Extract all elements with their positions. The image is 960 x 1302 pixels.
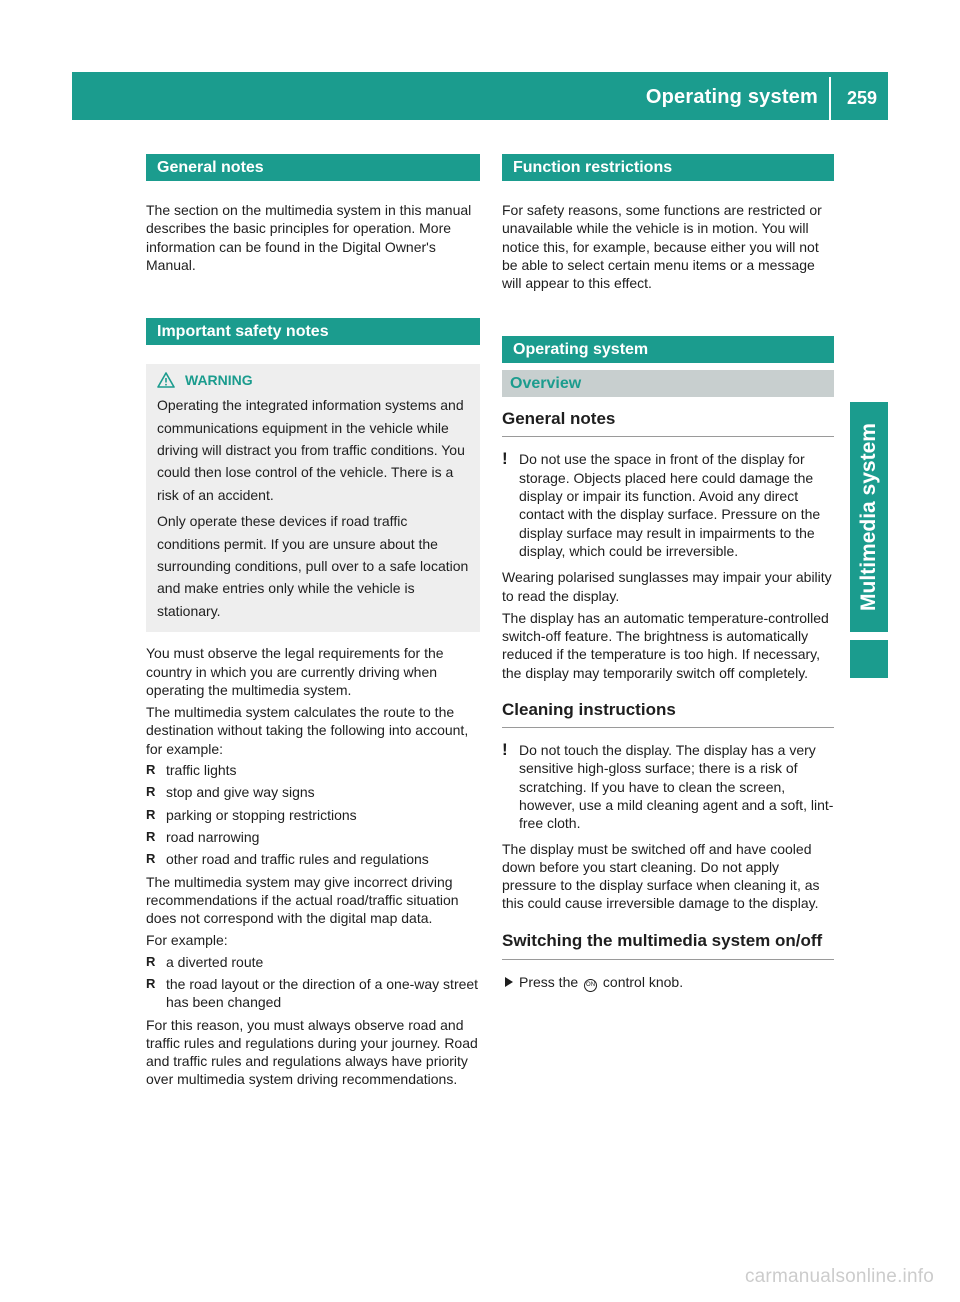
cleaning-paragraph: The display must be switched off and have cooled down before you start cleaning. Do not apply pressure to the display surface when cleaning it, as this could cause irreversible damage to the display. <box>502 840 820 912</box>
list-item: R road narrowing <box>146 828 480 846</box>
warning-triangle-icon <box>157 372 175 388</box>
warning-label: WARNING <box>185 372 253 389</box>
safety-paragraph-1: You must observe the legal requirements for the country in which you are currently driving when operating the multimedia system. <box>146 645 444 698</box>
switch-on-step <box>502 973 834 992</box>
step-arrow-icon <box>505 977 513 987</box>
step-text-after: control knob. <box>602 973 684 990</box>
function-restrictions-text: For safety reasons, some functions are restricted or unavailable while the vehicle is in motion. You will notice this, for example, because either you will not be able to select certain menu items or a message will appear to this effect. <box>502 202 822 292</box>
display-touch-note <box>502 741 834 832</box>
left-column <box>146 154 480 1089</box>
caution-mark: ! <box>502 449 508 469</box>
section-heading-function-restrictions: Function restrictions <box>502 154 834 181</box>
chapter-tab <box>850 402 888 632</box>
note-text: Do not use the space in front of the display for storage. Objects placed here could damage the display or impair its function. Avoid any direct contact with the display surface. Pressure on the display surface may result in impairments to the display, which could be irreversible. <box>519 451 821 559</box>
step-text <box>519 973 834 992</box>
header-separator <box>829 77 831 120</box>
safety-paragraph-4: For example: <box>146 932 228 949</box>
right-column <box>502 154 834 992</box>
heading-cleaning-instructions: Cleaning instructions <box>502 699 834 728</box>
sunglasses-paragraph: Wearing polarised sunglasses may impair your ability to read the display. <box>502 569 832 604</box>
page-header-bar <box>72 72 888 120</box>
general-notes-text: The section on the multimedia system in this manual describes the basic principles for operation. More information can be found in the Digital Owner's Manual. <box>146 202 472 273</box>
route-exclusions-list <box>146 761 480 868</box>
heading-general-notes: General notes <box>502 408 834 437</box>
safety-paragraph-5: For this reason, you must always observe road and traffic rules and regulations during your journey. Road and traffic rules and regulations always have priority over multimedia system driving recommendations. <box>146 1016 478 1088</box>
caution-mark: ! <box>502 740 508 760</box>
section-heading-general-notes: General notes <box>146 154 480 181</box>
warning-text-2: Only operate these devices if road traffic conditions permit. If you are unsure about the surrounding conditions, pull over to a safe location and make entries only while the vehicle is stationary. <box>157 513 469 619</box>
display-storage-note <box>502 450 834 560</box>
section-heading-operating-system: Operating system <box>502 336 834 363</box>
safety-paragraph-2: The multimedia system calculates the route to the destination without taking the following into account, for example: <box>146 704 469 757</box>
heading-switching-on-off: Switching the multimedia system on/off <box>502 930 834 960</box>
example-list <box>146 953 480 1012</box>
section-heading-safety: Important safety notes <box>146 318 480 345</box>
on-knob-icon: ON <box>584 979 597 992</box>
warning-header <box>157 372 472 388</box>
chapter-marker <box>850 640 888 678</box>
safety-paragraph-3: The multimedia system may give incorrect driving recommendations if the actual road/traffic situation does not correspond with the digital map data. <box>146 873 459 927</box>
list-item: R stop and give way signs <box>146 783 480 801</box>
header-title: Operating system <box>645 86 818 108</box>
warning-text-1: Operating the integrated information systems and communications equipment in the vehicle while driving will distract you from traffic conditions. You could then lose control of the vehicle. There is a risk of an accident. <box>157 397 465 503</box>
list-item: R other road and traffic rules and regulations <box>146 850 480 868</box>
list-item: R a diverted route <box>146 953 480 971</box>
note-text: Do not touch the display. The display has a very sensitive high-gloss surface; there is a risk of scratching. If you have to clean the screen, however, use a mild cleaning agent and a soft, lint-free cloth. <box>519 742 834 832</box>
subsection-heading-overview: Overview <box>502 370 834 397</box>
temperature-paragraph: The display has an automatic temperature-controlled switch-off feature. The brightness is automatically reduced if the temperature is too high. If necessary, the display may temporarily switch off completely. <box>502 609 829 681</box>
chapter-tab-label: Multimedia system <box>857 423 880 611</box>
warning-box <box>146 364 480 632</box>
step-text-before: Press the <box>519 973 579 990</box>
page-number: 259 <box>846 88 878 108</box>
watermark: carmanualsonline.info <box>744 1266 934 1287</box>
list-item: R traffic lights <box>146 761 480 779</box>
list-item: R parking or stopping restrictions <box>146 806 480 824</box>
list-item: R the road layout or the direction of a one-way street has been changed <box>146 975 480 1012</box>
